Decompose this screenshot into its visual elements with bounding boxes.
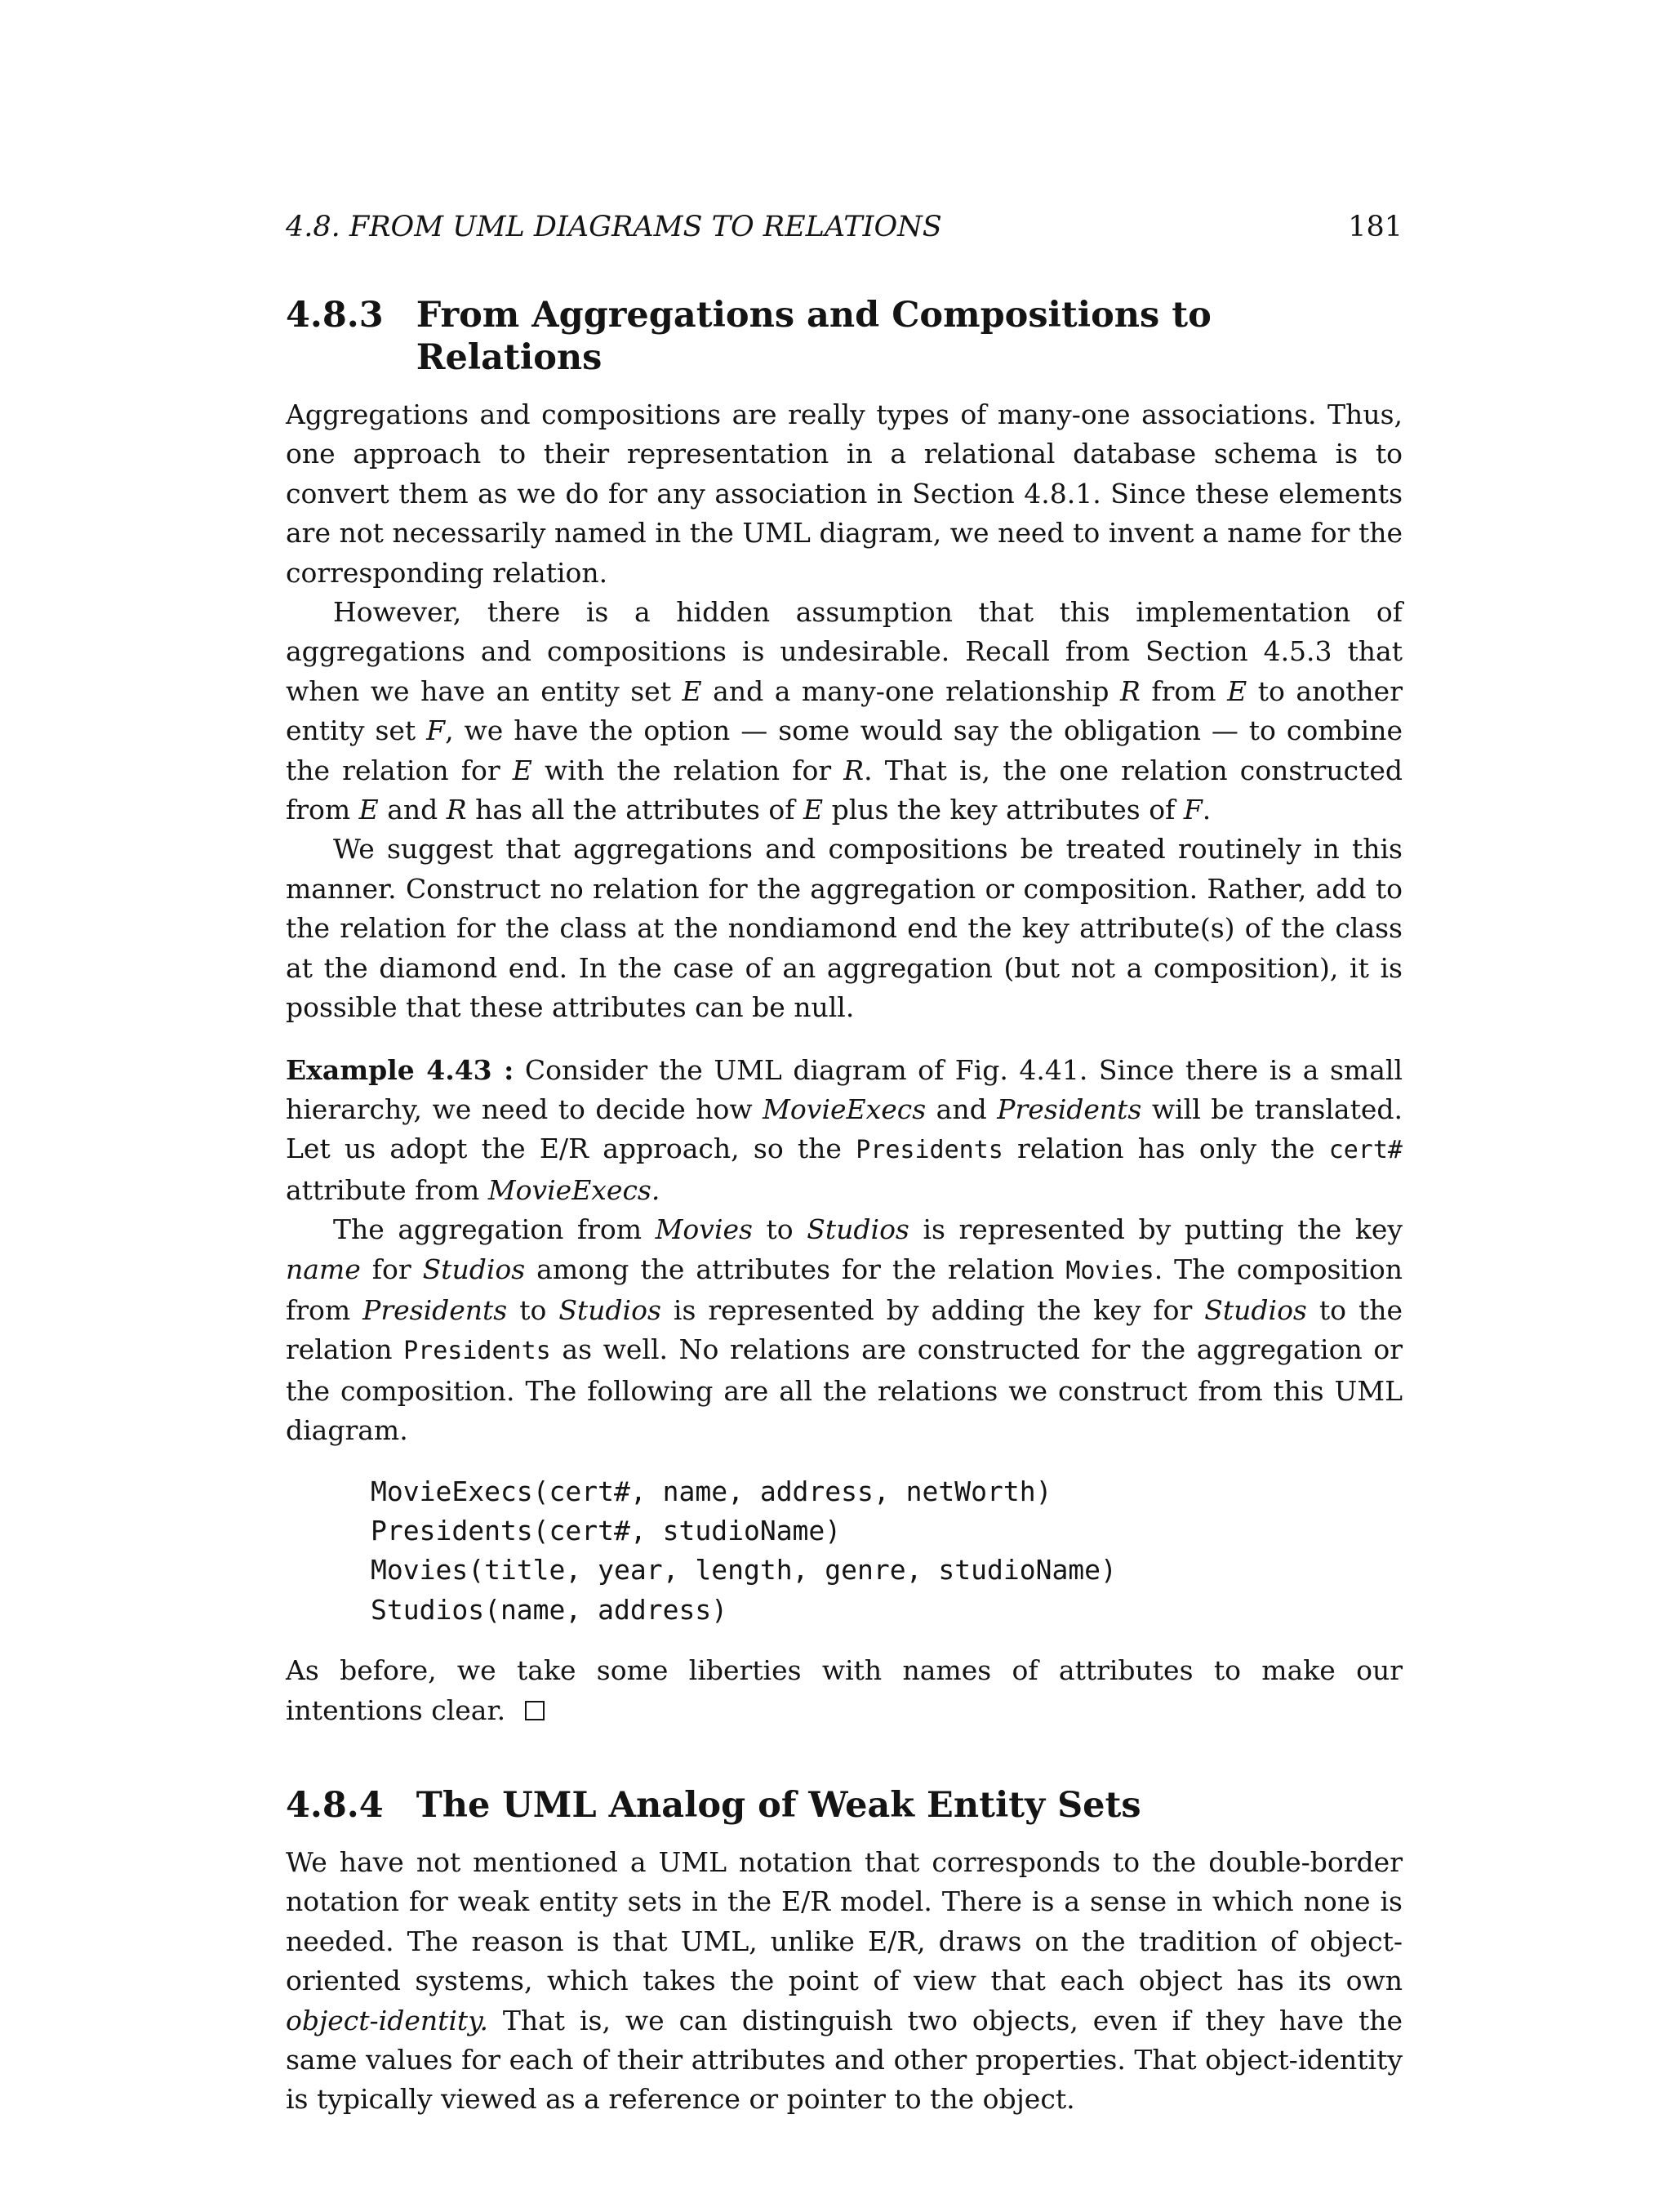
section-number: 4.8.3 bbox=[286, 295, 384, 336]
paragraph: Aggregations and compositions are really types of many-one associations. Thus, one approach to their representation in a relational database schema is to convert them as we do for any association in Section 4.8.1. Since these elements are not necessarily named in the UML diagram, we need to invent a name for the corresponding relation. bbox=[286, 398, 1403, 589]
example-label: Example 4.43 : bbox=[286, 1053, 514, 1086]
example-paragraph: Example 4.43 : Consider the UML diagram of Fig. 4.41. Since there is a small hierarchy, we need to decide how MovieExecs and Presidents will be translated. Let us adopt the E/R approach, so the Presidents relation has only the cert# attribute from MovieExecs. bbox=[286, 1053, 1403, 1206]
page-number: 181 bbox=[1348, 211, 1403, 243]
running-header bbox=[286, 211, 1403, 243]
section-heading-4-8-3 bbox=[286, 294, 1403, 379]
end-of-example-icon bbox=[525, 1701, 545, 1720]
section-title: The UML Analog of Weak Entity Sets bbox=[416, 1785, 1141, 1826]
paragraph: We have not mentioned a UML notation that corresponds to the double-border notation for weak entity sets in the E/R model. There is a sense in which none is needed. The reason is that UML, unlike E/R, draws on the tradition of object-oriented systems, which takes the point of view that each object has its own object-identity. That is, we can distinguish two objects, even if they have the same values for each of their attributes and other properties. That object-identity is typically viewed as a reference or pointer to the object. bbox=[286, 1846, 1403, 2116]
section-number: 4.8.4 bbox=[286, 1785, 384, 1826]
paragraph: However, there is a hidden assumption that this implementation of aggregations and compositions is undesirable. Recall from Section 4.5.3 that when we have an entity set E and a many-one relationship R from E to another entity set F, we have the option — some would say the obligation — to combine the relation for E with the relation for R. That is, the one relation constructed from E and R has all the attributes of E plus the key attributes of F. bbox=[286, 596, 1403, 826]
code-line: MovieExecs(cert#, name, address, netWorth) bbox=[371, 1475, 1052, 1507]
code-line: Movies(title, year, length, genre, studioName) bbox=[371, 1554, 1117, 1587]
section-heading-4-8-4 bbox=[286, 1784, 1403, 1827]
paragraph: We suggest that aggregations and compositions be treated routinely in this manner. Construct no relation for the aggregation or composition. Rather, add to the relation for the class at the nondiamond end the key attribute(s) of the class at the diamond end. In the case of an aggregation (but not a composition), it is possible that these attributes can be null. bbox=[286, 833, 1403, 1024]
section-title: From Aggregations and Compositions to Relations bbox=[416, 295, 1212, 378]
paragraph: The aggregation from Movies to Studios is represented by putting the key name for Studios among the attributes for the relation Movies. The composition from Presidents to Studios is represented by adding the key for Studios to the relation Presidents as well. No relations are constructed for the aggregation or the composition. The following are all the relations we construct from this UML diagram. bbox=[286, 1213, 1403, 1447]
code-line: Studios(name, address) bbox=[371, 1593, 728, 1626]
running-title: 4.8. FROM UML DIAGRAMS TO RELATIONS bbox=[286, 211, 942, 243]
code-line: Presidents(cert#, studioName) bbox=[371, 1514, 842, 1547]
paragraph: As before, we take some liberties with names of attributes to make our intentions clear. bbox=[286, 1654, 1403, 1726]
relation-schema-code bbox=[371, 1472, 1403, 1631]
